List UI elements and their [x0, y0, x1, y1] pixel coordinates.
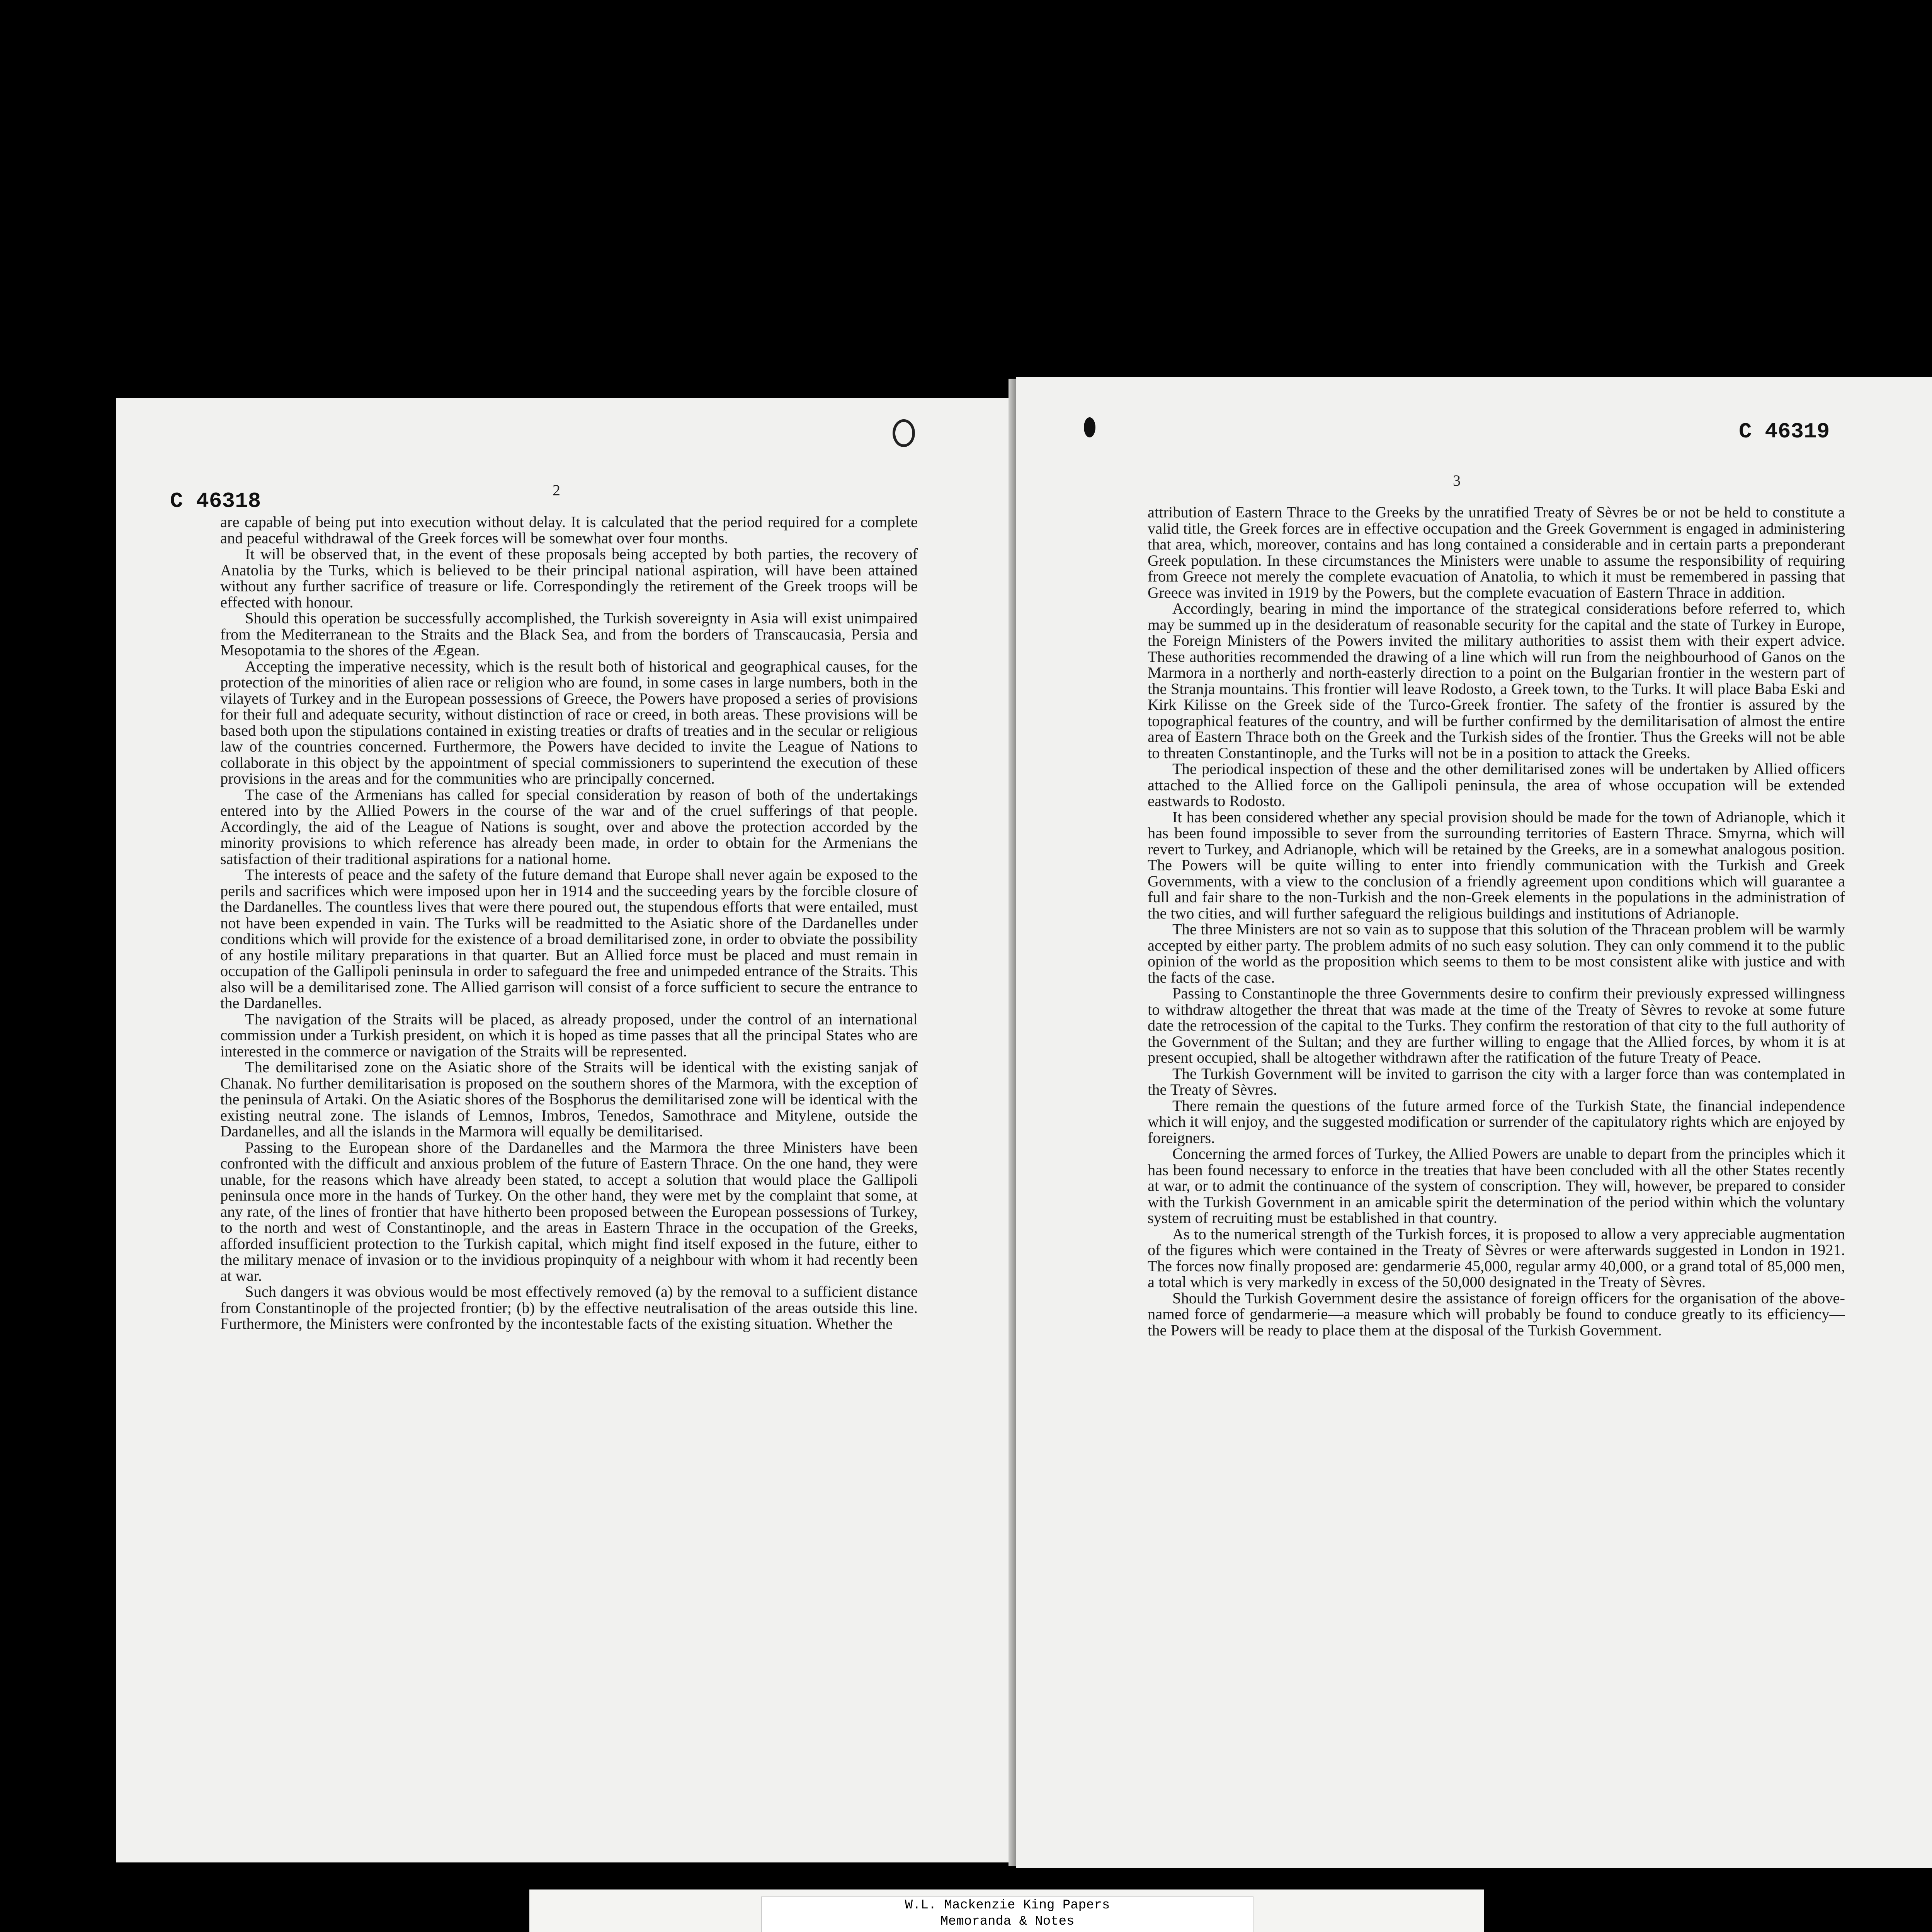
paragraph: It will be observed that, in the event of these proposals being accepted by both parties, the recovery of Anatolia by the Turks, which is believed to be their principal national aspiration, will have been attained without any further sacrifice of treasure or life. Correspondingly the retirement of the Greek troops will be effected with honour. [220, 545, 918, 611]
paragraph: The Turkish Government will be invited to garrison the city with a larger force than was contemplated in the Treaty of Sèvres. [1148, 1065, 1845, 1098]
paragraph: are capable of being put into execution without delay. It is calculated that the period required for a complete and peaceful withdrawal of the Greek forces will be somewhat over four months. [220, 514, 918, 547]
right-document-page [1016, 377, 1932, 1868]
paragraph: It has been considered whether any special provision should be made for the town of Adrianople, which it has been found impossible to sever from the surrounding territories of Eastern Thrace. Smyrna, which will revert to Turkey, and Adrianople, which will be retained by the Greeks, are in a somewhat analogous position. The Powers will be quite willing to enter into friendly communication with the Turkish and Greek Governments, with a view to the conclusion of a friendly agreement upon conditions which will guarantee a full and fair share to the non-Turkish and the non-Greek elements in the populations in the administration of the two cities, and will further safeguard the religious buildings and institutions of Adrianople. [1148, 808, 1845, 922]
archive-label [529, 1889, 1484, 1932]
paragraph: Should the Turkish Government desire the assistance of foreign officers for the organisation of the above-named force of gendarmerie—a measure which will probably be found to conduce greatly to its efficiency—the Powers will be ready to place them at the disposal of the Turkish Government. [1148, 1289, 1845, 1339]
paragraph: Accordingly, bearing in mind the importance of the strategical considerations before referred to, which may be summed up in the desideratum of reasonable security for the capital and the state of Turkey in Europe, the Foreign Ministers of the Powers invited the military authorities to assist them with their expert advice. These authorities recommended the drawing of a line which will run from the neighbourhood of Ganos on the Marmora in a northerly and north-easterly direction to a point on the Bulgarian frontier in the western part of the Stranja mountains. This frontier will leave Rodosto, a Greek town, to the Turks. It will place Baba Eski and Kirk Kilisse on the Greek side of the Turco-Greek frontier. The safety of the frontier is assured by the topographical features of the country, and will be further confirmed by the demilitarisation of almost the entire area of Eastern Thrace both on the Greek and the Turkish sides of the frontier. Thus the Greeks will not be able to threaten Constantinople, and the Turks will not be in a position to attack the Greeks. [1148, 600, 1845, 762]
paragraph: The demilitarised zone on the Asiatic shore of the Straits will be identical with the existing sanjak of Chanak. No further demilitarisation is proposed on the southern shores of the Marmora, with the exception of the peninsula of Artaki. On the Asiatic shores of the Bosphorus the demilitarised zone will be identical with the existing neutral zone. The islands of Lemnos, Imbros, Tenedos, Samothrace and Mitylene, outside the Dardanelles, and all the islands in the Marmora will equally be demilitarised. [220, 1058, 918, 1140]
left-page-number: 2 [553, 481, 560, 499]
left-page-body [220, 514, 918, 1835]
paragraph: The three Ministers are not so vain as to suppose that this solution of the Thracean problem will be warmly accepted by either party. The problem admits of no such easy solution. They can only commend it to the public opinion of the world as the proposition which seems to them to be most consistent alike with justice and with the facts of the case. [1148, 920, 1845, 986]
paragraph: Such dangers it was obvious would be most effectively removed (a) by the removal to a sufficient distance from Constantinople of the projected frontier; (b) by the effective neutralisation of the areas outside this line. Furthermore, the Ministers were confronted by the incontestable facts of the existing situation. Whether the [220, 1283, 918, 1332]
paragraph: There remain the questions of the future armed force of the Turkish State, the financial independence which it will enjoy, and the suggested modification or surrender of the capitulatory rights which are enjoyed by foreigners. [1148, 1097, 1845, 1146]
collection-stub [761, 1896, 1253, 1932]
collection-series: Memoranda & Notes [940, 1914, 1075, 1929]
paragraph: Passing to Constantinople the three Governments desire to confirm their previously expressed willingness to withdraw altogether the threat that was made at the time of the Treaty of Sèvres to revoke at some future date the retrocession of the capital to the Turks. They confirm the restoration of that city to the full authority of the Government of the Sultan; and they are further willing to engage that the Allied forces, by whom it is at present occupied, shall be altogether withdrawn after the ratification of the future Treaty of Peace. [1148, 985, 1845, 1066]
paragraph: The navigation of the Straits will be placed, as already proposed, under the control of an international commission under a Turkish president, on which it is hoped as time passes that all the principal States who are interested in the commerce or navigation of the Straits will be represented. [220, 1010, 918, 1060]
right-page-body [1148, 504, 1845, 1837]
paragraph: As to the numerical strength of the Turkish forces, it is proposed to allow a very appreciable augmentation of the figures which were contained in the Treaty of Sèvres or were afterwards suggested in London in 1921. The forces now finally proposed are: gendarmerie 45,000, regular army 40,000, or a grand total of 85,000 men, a total which is very markedly in excess of the 50,000 designated in the Treaty of Sèvres. [1148, 1225, 1845, 1291]
right-catalog-number: C 46319 [1739, 419, 1830, 444]
paragraph: attribution of Eastern Thrace to the Greeks by the unratified Treaty of Sèvres be or not be held to constitute a valid title, the Greek forces are in effective occupation and the Greek Government is engaged in administering that area, which, moreover, contains and has long contained a considerable and in certain parts a preponderant Greek population. In these circumstances the Ministers were unable to assume the responsibility of requiring from Greece not merely the complete evacuation of Anatolia, to which it must be remembered in passing that Greece was invited in 1919 by the Powers, but the complete evacuation of Eastern Thrace in addition. [1148, 504, 1845, 601]
paragraph: Accepting the imperative necessity, which is the result both of historical and geographical causes, for the protection of the minorities of alien race or religion who are found, in some cases in large numbers, both in the vilayets of Turkey and in the European possessions of Greece, the Powers have proposed a series of provisions for their full and adequate security, without distinction of race or creed, in both areas. These provisions will be based both upon the stipulations contained in existing treaties or drafts of treaties and in the secular or religious law of the countries concerned. Furthermore, the Powers have decided to invite the League of Nations to collaborate in this object by the appointment of special commissioners to superintend the execution of these provisions in the areas and for the communities who are principally concerned. [220, 657, 918, 787]
right-page-number: 3 [1453, 472, 1461, 489]
left-document-page [116, 398, 1016, 1862]
binder-hole-mark [893, 419, 915, 447]
paragraph: Passing to the European shore of the Dardanelles and the Marmora the three Ministers have been confronted with the difficult and anxious problem of the future of Eastern Thrace. On the one hand, they were unable, for the reasons which have already been stated, to accept a solution that would place the Gallipoli peninsula once more in the hands of Turkey. On the other hand, they were met by the complaint that some, at any rate, of the lines of frontier that have hitherto been proposed between the European possessions of Turkey, to the north and west of Constantinople, and the areas in Eastern Thrace in the occupation of the Greeks, afforded insufficient protection to the Turkish capital, which might find itself exposed in the future, either to the military menace of invasion or to the invidious propinquity of a neighbour with whom it had recently been at war. [220, 1138, 918, 1284]
left-catalog-number: C 46318 [170, 489, 261, 514]
paragraph: Should this operation be successfully accomplished, the Turkish sovereignty in Asia will exist unimpaired from the Mediterranean to the Straits and the Black Sea, and from the borders of Transcaucasia, Persia and Mesopotamia to the shores of the Ægean. [220, 609, 918, 659]
paragraph: The periodical inspection of these and the other demilitarised zones will be undertaken by Allied officers attached to the Allied force on the Gallipoli peninsula, the area of whose occupation will be extended eastwards to Rodosto. [1148, 760, 1845, 810]
paragraph: Concerning the armed forces of Turkey, the Allied Powers are unable to depart from the principles which it has been found necessary to enforce in the treaties that have been concluded with all the other States recently at war, or to admit the continuance of the system of conscription. They will, however, be prepared to consider with the Turkish Government in an amicable spirit the determination of the period within which the voluntary system of recruiting must be established in that country. [1148, 1145, 1845, 1226]
collection-name: W.L. Mackenzie King Papers [905, 1898, 1110, 1913]
paragraph: The interests of peace and the safety of the future demand that Europe shall never again be exposed to the perils and sacrifices which were imposed upon her in 1914 and the succeeding years by the forcible closure of the Dardanelles. The countless lives that were there poured out, the stupendous efforts that were entailed, must not have been expended in vain. The Turks will be readmitted to the Asiatic shore of the Dardanelles under conditions which will provide for the existence of a broad demilitarised zone, in order to obviate the possibility of any hostile military preparations in that quarter. But an Allied force must be placed and must remain in occupation of the Gallipoli peninsula in order to safeguard the free and unimpeded entrance of the Straits. This also will be a demilitarised zone. The Allied garrison will consist of a force sufficient to secure the entrance to the Dardanelles. [220, 866, 918, 1012]
paragraph: The case of the Armenians has called for special consideration by reason of both of the undertakings entered into by the Allied Powers in the course of the war and of the cruel sufferings of that people. Accordingly, the aid of the League of Nations is sought, over and above the protection accorded by the minority provisions to which reference has already been made, in order to obtain for the Armenians the satisfaction of their traditional aspirations for a national home. [220, 786, 918, 867]
binder-hole-mark [1084, 417, 1095, 437]
